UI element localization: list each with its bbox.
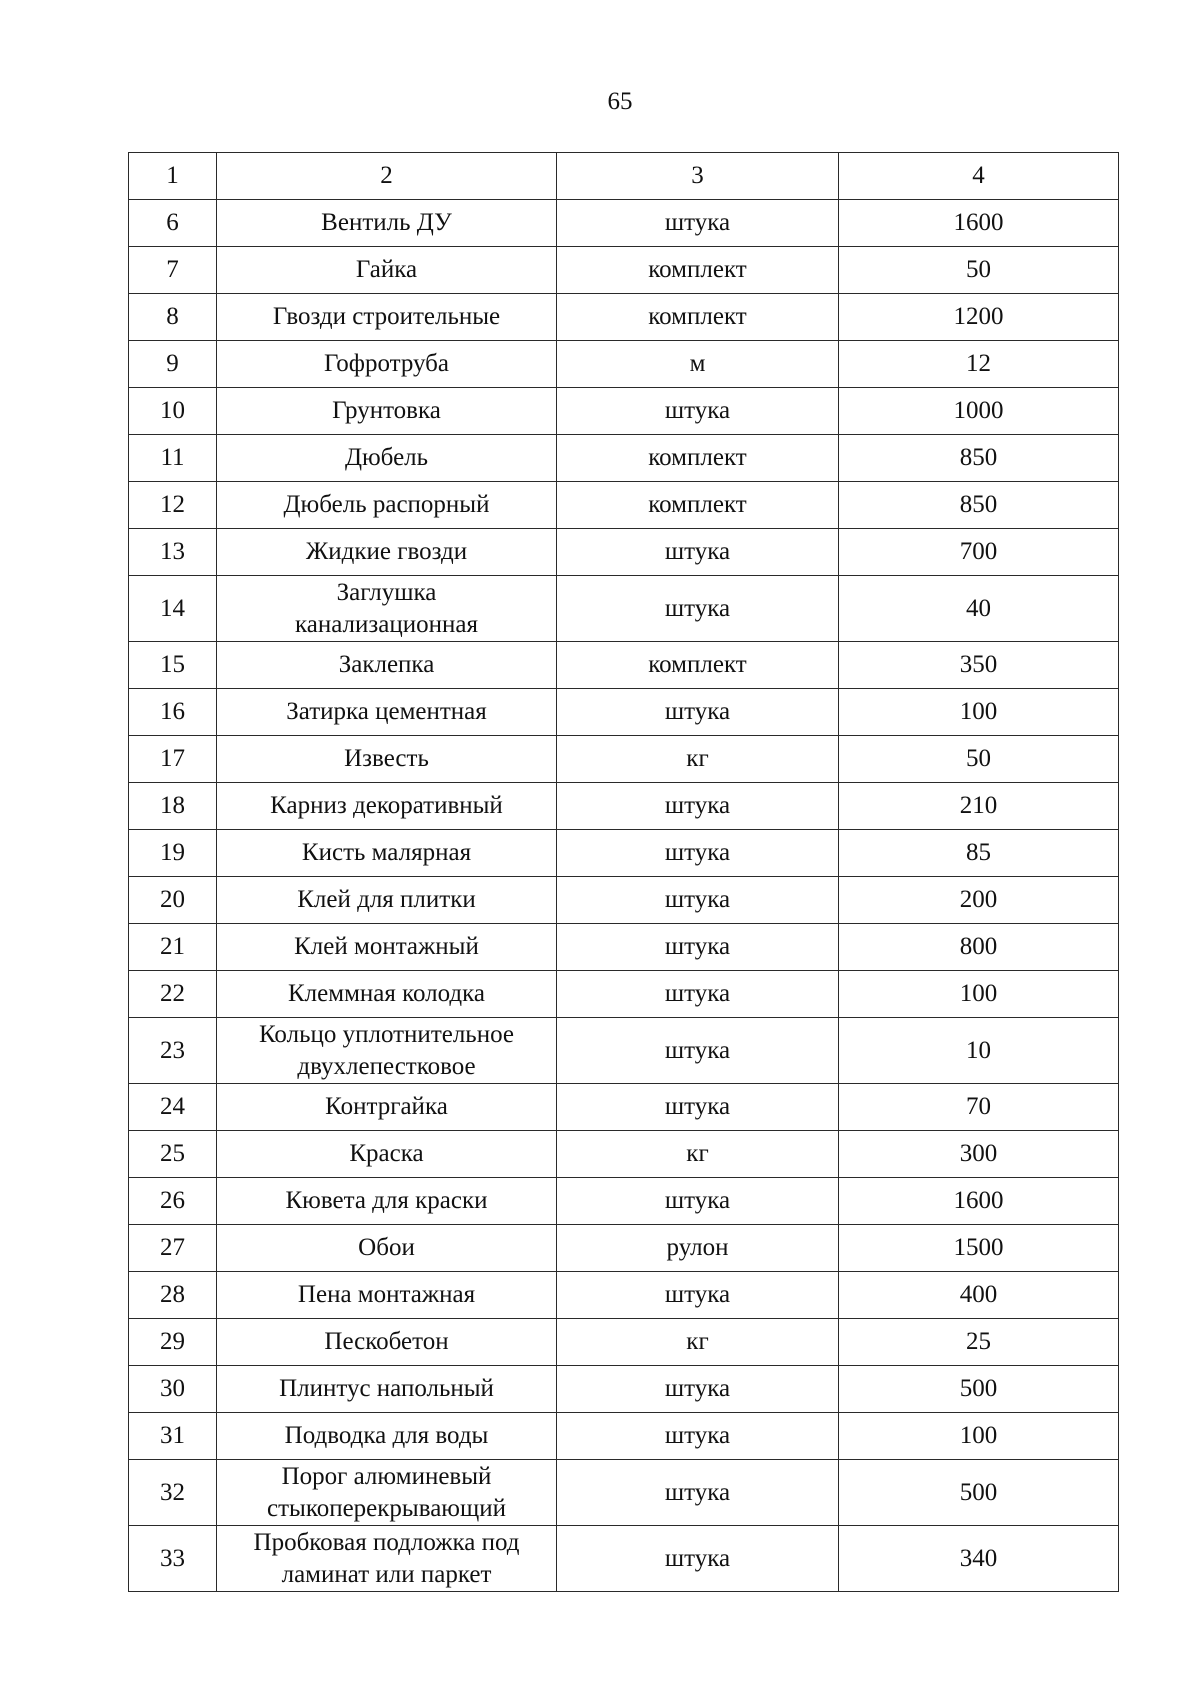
table-row [129, 1018, 1119, 1084]
quantity-cell: 1000 [839, 388, 1119, 435]
row-number-cell: 6 [129, 200, 217, 247]
item-name-cell: Плинтус напольный [217, 1366, 557, 1413]
header-cell: 4 [839, 153, 1119, 200]
quantity-cell: 1600 [839, 1178, 1119, 1225]
unit-cell: штука [557, 200, 839, 247]
item-name-cell: Заклепка [217, 642, 557, 689]
item-name-cell: Гофротруба [217, 341, 557, 388]
row-number-cell: 13 [129, 529, 217, 576]
quantity-cell: 100 [839, 1413, 1119, 1460]
table-row [129, 294, 1119, 341]
item-name-cell: Пена монтажная [217, 1272, 557, 1319]
item-name-cell: Известь [217, 736, 557, 783]
header-cell: 3 [557, 153, 839, 200]
row-number-cell: 15 [129, 642, 217, 689]
row-number-cell: 12 [129, 482, 217, 529]
item-name-line: Кольцо уплотнительное [259, 1020, 514, 1048]
table-row [129, 830, 1119, 877]
unit-cell: штука [557, 576, 839, 642]
table-header-row [129, 153, 1119, 200]
item-name-line: Заглушка [336, 578, 437, 606]
unit-cell: штука [557, 1460, 839, 1526]
unit-cell: кг [557, 736, 839, 783]
table-row [129, 200, 1119, 247]
row-number-cell: 21 [129, 924, 217, 971]
table-row [129, 1272, 1119, 1319]
item-name-cell: Дюбель [217, 435, 557, 482]
quantity-cell: 700 [839, 529, 1119, 576]
unit-cell: штука [557, 971, 839, 1018]
item-name-cell: Пескобетон [217, 1319, 557, 1366]
row-number-cell: 26 [129, 1178, 217, 1225]
table-row [129, 1460, 1119, 1526]
table-row [129, 1526, 1119, 1592]
item-name-cell: Вентиль ДУ [217, 200, 557, 247]
quantity-cell: 350 [839, 642, 1119, 689]
item-name-cell [217, 576, 557, 642]
quantity-cell: 10 [839, 1018, 1119, 1084]
row-number-cell: 32 [129, 1460, 217, 1526]
row-number-cell: 33 [129, 1526, 217, 1592]
table-row [129, 642, 1119, 689]
materials-table [128, 152, 1119, 1592]
unit-cell: штука [557, 529, 839, 576]
item-name-cell: Обои [217, 1225, 557, 1272]
item-name-cell: Грунтовка [217, 388, 557, 435]
table-row [129, 341, 1119, 388]
row-number-cell: 28 [129, 1272, 217, 1319]
table-row [129, 1366, 1119, 1413]
quantity-cell: 200 [839, 877, 1119, 924]
item-name-cell: Дюбель распорный [217, 482, 557, 529]
quantity-cell: 12 [839, 341, 1119, 388]
quantity-cell: 1600 [839, 200, 1119, 247]
item-name-cell: Гвозди строительные [217, 294, 557, 341]
row-number-cell: 31 [129, 1413, 217, 1460]
table-row [129, 689, 1119, 736]
row-number-cell: 8 [129, 294, 217, 341]
quantity-cell: 500 [839, 1366, 1119, 1413]
unit-cell: штука [557, 689, 839, 736]
item-name-line: Порог алюминевый [281, 1462, 492, 1490]
header-cell: 1 [129, 153, 217, 200]
item-name-cell: Кювета для краски [217, 1178, 557, 1225]
table-row [129, 736, 1119, 783]
quantity-cell: 70 [839, 1084, 1119, 1131]
item-name-cell: Краска [217, 1131, 557, 1178]
table-row [129, 1084, 1119, 1131]
quantity-cell: 1500 [839, 1225, 1119, 1272]
unit-cell: комплект [557, 247, 839, 294]
unit-cell: м [557, 341, 839, 388]
item-name-cell: Контргайка [217, 1084, 557, 1131]
unit-cell: штука [557, 1272, 839, 1319]
unit-cell: штука [557, 924, 839, 971]
unit-cell: штука [557, 830, 839, 877]
item-name-line: Пробковая подложка под [253, 1528, 520, 1556]
table-row [129, 783, 1119, 830]
quantity-cell: 850 [839, 482, 1119, 529]
quantity-cell: 40 [839, 576, 1119, 642]
quantity-cell: 100 [839, 971, 1119, 1018]
unit-cell: штука [557, 388, 839, 435]
unit-cell: комплект [557, 435, 839, 482]
item-name-cell: Затирка цементная [217, 689, 557, 736]
row-number-cell: 10 [129, 388, 217, 435]
table-row [129, 529, 1119, 576]
item-name-cell: Клей для плитки [217, 877, 557, 924]
row-number-cell: 17 [129, 736, 217, 783]
quantity-cell: 340 [839, 1526, 1119, 1592]
table-row [129, 388, 1119, 435]
row-number-cell: 20 [129, 877, 217, 924]
row-number-cell: 11 [129, 435, 217, 482]
item-name-cell: Жидкие гвозди [217, 529, 557, 576]
row-number-cell: 23 [129, 1018, 217, 1084]
quantity-cell: 1200 [839, 294, 1119, 341]
unit-cell: штука [557, 877, 839, 924]
item-name-line: стыкоперекрывающий [267, 1494, 506, 1522]
unit-cell: штука [557, 783, 839, 830]
quantity-cell: 50 [839, 736, 1119, 783]
unit-cell: штука [557, 1178, 839, 1225]
item-name-cell [217, 1018, 557, 1084]
quantity-cell: 85 [839, 830, 1119, 877]
row-number-cell: 7 [129, 247, 217, 294]
item-name-line: ламинат или паркет [281, 1560, 492, 1588]
item-name-cell [217, 1526, 557, 1592]
unit-cell: штука [557, 1084, 839, 1131]
unit-cell: штука [557, 1018, 839, 1084]
row-number-cell: 14 [129, 576, 217, 642]
row-number-cell: 16 [129, 689, 217, 736]
item-name-cell: Клеммная колодка [217, 971, 557, 1018]
table-row [129, 247, 1119, 294]
quantity-cell: 850 [839, 435, 1119, 482]
row-number-cell: 9 [129, 341, 217, 388]
item-name-cell: Подводка для воды [217, 1413, 557, 1460]
unit-cell: штука [557, 1526, 839, 1592]
unit-cell: комплект [557, 642, 839, 689]
row-number-cell: 22 [129, 971, 217, 1018]
row-number-cell: 30 [129, 1366, 217, 1413]
item-name-cell [217, 1460, 557, 1526]
page-number: 65 [607, 88, 633, 115]
table-row [129, 576, 1119, 642]
unit-cell: комплект [557, 482, 839, 529]
table-row [129, 1131, 1119, 1178]
item-name-cell: Кисть малярная [217, 830, 557, 877]
row-number-cell: 18 [129, 783, 217, 830]
table-row [129, 971, 1119, 1018]
header-cell: 2 [217, 153, 557, 200]
row-number-cell: 19 [129, 830, 217, 877]
item-name-cell: Клей монтажный [217, 924, 557, 971]
unit-cell: кг [557, 1131, 839, 1178]
item-name-cell: Гайка [217, 247, 557, 294]
table-row [129, 1413, 1119, 1460]
quantity-cell: 500 [839, 1460, 1119, 1526]
unit-cell: штука [557, 1413, 839, 1460]
table-row [129, 877, 1119, 924]
quantity-cell: 800 [839, 924, 1119, 971]
quantity-cell: 210 [839, 783, 1119, 830]
quantity-cell: 25 [839, 1319, 1119, 1366]
quantity-cell: 100 [839, 689, 1119, 736]
item-name-cell: Карниз декоративный [217, 783, 557, 830]
quantity-cell: 300 [839, 1131, 1119, 1178]
table-row [129, 435, 1119, 482]
unit-cell: рулон [557, 1225, 839, 1272]
row-number-cell: 25 [129, 1131, 217, 1178]
row-number-cell: 27 [129, 1225, 217, 1272]
table-row [129, 1225, 1119, 1272]
row-number-cell: 24 [129, 1084, 217, 1131]
table-row [129, 482, 1119, 529]
quantity-cell: 400 [839, 1272, 1119, 1319]
unit-cell: комплект [557, 294, 839, 341]
item-name-line: канализационная [295, 610, 478, 638]
table-row [129, 1178, 1119, 1225]
unit-cell: кг [557, 1319, 839, 1366]
table-row [129, 1319, 1119, 1366]
row-number-cell: 29 [129, 1319, 217, 1366]
table-row [129, 924, 1119, 971]
item-name-line: двухлепестковое [297, 1052, 476, 1080]
unit-cell: штука [557, 1366, 839, 1413]
quantity-cell: 50 [839, 247, 1119, 294]
